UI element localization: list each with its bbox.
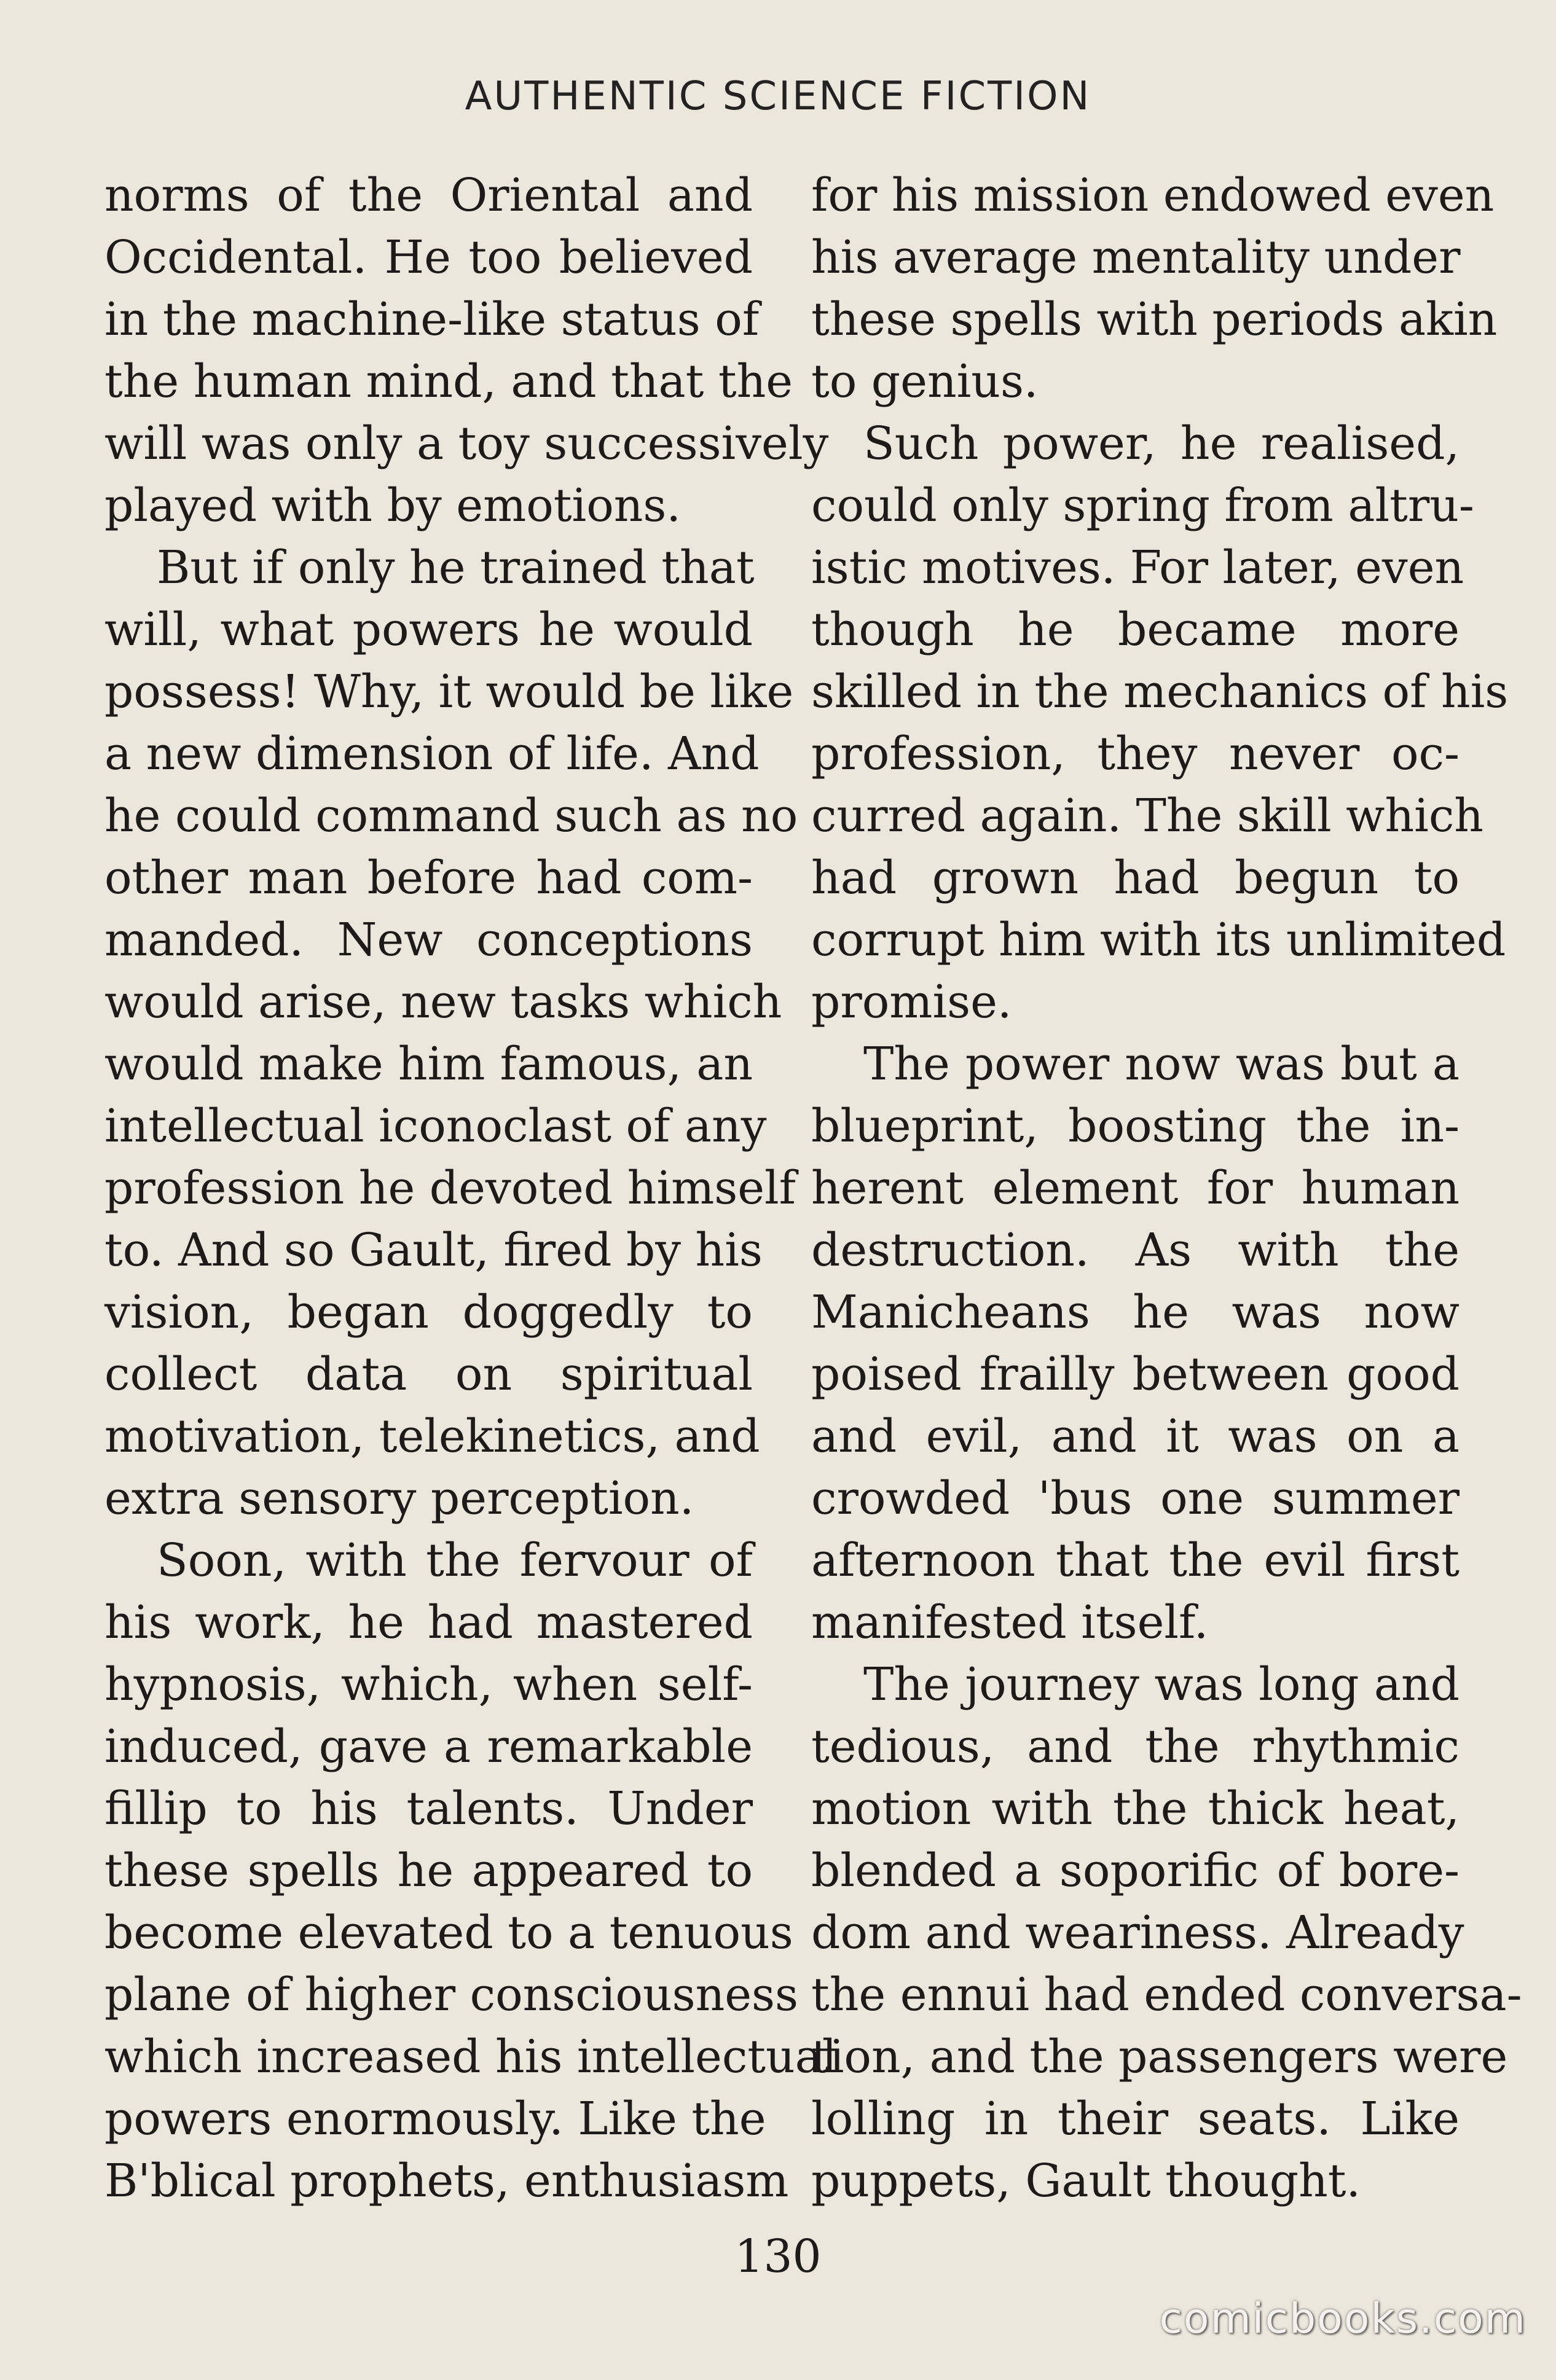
text-line: afternoon that the evil first <box>811 1534 1460 1587</box>
text-line: Such power, he realised, <box>863 417 1460 470</box>
text-line: other man before had com- <box>104 851 753 904</box>
text-line: possess! Why, it would be like <box>104 665 794 718</box>
right-text-column <box>811 165 1522 2212</box>
text-line: poised frailly between good <box>811 1348 1460 1401</box>
text-line: dom and weariness. Already <box>811 1906 1464 1959</box>
left-text-column <box>104 165 837 2212</box>
text-line: curred again. The skill which <box>811 789 1483 842</box>
text-line: corrupt him with its unlimited <box>811 914 1506 966</box>
text-line: will was only a toy successively <box>104 417 829 470</box>
text-line: profession, they never oc- <box>811 727 1460 780</box>
text-line: Manicheans he was now <box>811 1286 1460 1339</box>
text-line: the ennui had ended conversa- <box>811 1968 1522 2021</box>
text-line: profession he devoted himself <box>104 1162 796 1215</box>
watermark-logo: comicbooks.com <box>1159 2295 1527 2343</box>
text-line: these spells with periods akin <box>811 293 1498 346</box>
text-line: powers enormously. Like the <box>104 2092 766 2145</box>
running-header: AUTHENTIC SCIENCE FICTION <box>465 74 1091 119</box>
text-line: B'blical prophets, enthusiasm <box>104 2155 789 2207</box>
text-line: intellectual iconoclast of any <box>104 1100 767 1153</box>
text-line: plane of higher consciousness <box>104 1968 798 2021</box>
text-line: hypnosis, which, when self- <box>104 1658 753 1711</box>
text-line: norms of the Oriental and <box>104 169 753 222</box>
text-line: would arise, new tasks which <box>104 976 782 1028</box>
text-line: to genius. <box>811 355 1039 408</box>
text-line: collect data on spiritual <box>104 1348 753 1401</box>
text-line: for his mission endowed even <box>811 169 1495 222</box>
text-line: The power now was but a <box>863 1038 1460 1090</box>
text-line: a new dimension of life. And <box>104 727 760 780</box>
text-line: though he became more <box>811 603 1460 656</box>
text-line: induced, gave a remarkable <box>104 1720 753 1773</box>
text-line: crowded 'bus one summer <box>811 1472 1460 1525</box>
text-line: had grown had begun to <box>811 851 1460 904</box>
text-line: Soon, with the fervour of <box>157 1534 753 1587</box>
page-number: 130 <box>734 2230 822 2283</box>
text-line: which increased his intellectual <box>104 2030 837 2083</box>
text-line: and evil, and it was on a <box>811 1410 1460 1463</box>
text-line: istic motives. For later, even <box>811 541 1464 594</box>
text-line: tion, and the passengers were <box>811 2030 1508 2083</box>
text-line: his work, he had mastered <box>104 1596 753 1649</box>
text-line: his average mentality under <box>811 231 1461 284</box>
text-line: these spells he appeared to <box>104 1844 753 1897</box>
text-line: played with by emotions. <box>104 479 681 532</box>
text-line: in the machine-like status of <box>104 293 760 346</box>
text-line: extra sensory perception. <box>104 1472 694 1525</box>
text-line: destruction. As with the <box>811 1224 1460 1277</box>
text-line: motivation, telekinetics, and <box>104 1410 760 1463</box>
text-line: to. And so Gault, fired by his <box>104 1224 763 1277</box>
text-line: manded. New conceptions <box>104 914 753 966</box>
text-line: the human mind, and that the <box>104 355 793 408</box>
text-line: blueprint, boosting the in- <box>811 1100 1460 1153</box>
text-line: blended a soporific of bore- <box>811 1844 1460 1897</box>
text-line: Occidental. He too believed <box>104 231 753 284</box>
text-line: he could command such as no <box>104 789 798 842</box>
text-line: But if only he trained that <box>157 541 755 594</box>
text-line: lolling in their seats. Like <box>811 2092 1460 2145</box>
text-line: promise. <box>811 976 1012 1028</box>
text-line: tedious, and the rhythmic <box>811 1720 1460 1773</box>
text-line: will, what powers he would <box>104 603 753 656</box>
text-line: puppets, Gault thought. <box>811 2155 1361 2207</box>
text-line: fillip to his talents. Under <box>104 1782 753 1835</box>
text-line: could only spring from altru- <box>811 479 1474 532</box>
text-line: would make him famous, an <box>104 1038 753 1090</box>
text-line: herent element for human <box>811 1162 1460 1215</box>
text-line: skilled in the mechanics of his <box>811 665 1509 718</box>
text-line: vision, began doggedly to <box>104 1286 753 1339</box>
text-line: manifested itself. <box>811 1596 1209 1649</box>
text-line: motion with the thick heat, <box>811 1782 1460 1835</box>
text-line: become elevated to a tenuous <box>104 1906 793 1959</box>
text-line: The journey was long and <box>863 1658 1460 1711</box>
